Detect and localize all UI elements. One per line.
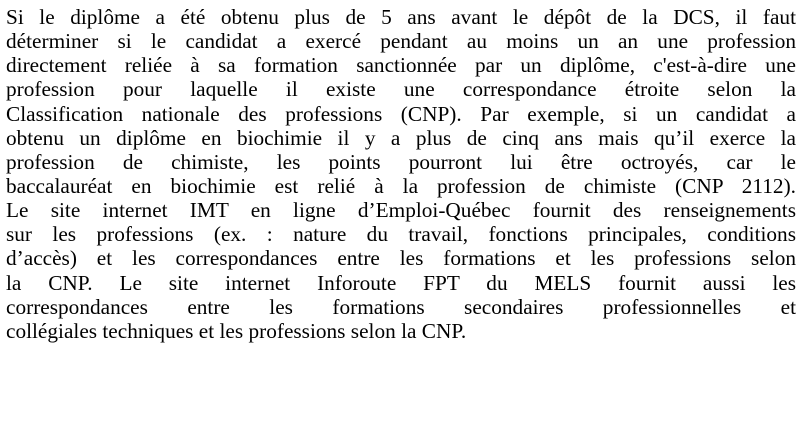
paragraph-line: d’accès) et les correspondances entre les formations et les professions selon <box>6 246 796 271</box>
paragraph-line: Le site internet IMT en ligne d’Emploi-Québec fournit des renseignements <box>6 198 796 223</box>
paragraph-line: sur les professions (ex. : nature du travail, fonctions principales, conditions <box>6 222 796 247</box>
paragraph-line-last: collégiales techniques et les professions selon la CNP. <box>6 318 467 343</box>
body-paragraph <box>6 5 796 343</box>
paragraph-line: baccalauréat en biochimie est relié à la profession de chimiste (CNP 2112). <box>6 173 796 198</box>
paragraph-line: obtenu un diplôme en biochimie il y a plus de cinq ans mais qu’il exerce la <box>6 125 796 150</box>
paragraph-line: profession de chimiste, les points pourront lui être octroyés, car le <box>6 149 796 174</box>
paragraph-line: profession pour laquelle il existe une correspondance étroite selon la <box>6 77 796 102</box>
paragraph-line: Si le diplôme a été obtenu plus de 5 ans avant le dépôt de la DCS, il faut <box>6 5 796 29</box>
paragraph-line: la CNP. Le site internet Inforoute FPT du MELS fournit aussi les <box>6 270 796 295</box>
paragraph-line: correspondances entre les formations secondaires professionnelles et <box>6 294 796 319</box>
paragraph-line: Classification nationale des professions (CNP). Par exemple, si un candidat a <box>6 101 796 126</box>
document-page <box>6 5 796 343</box>
paragraph-line: directement reliée à sa formation sanctionnée par un diplôme, c'est-à-dire une <box>6 53 796 78</box>
paragraph-line: déterminer si le candidat a exercé pendant au moins un an une profession <box>6 29 796 54</box>
